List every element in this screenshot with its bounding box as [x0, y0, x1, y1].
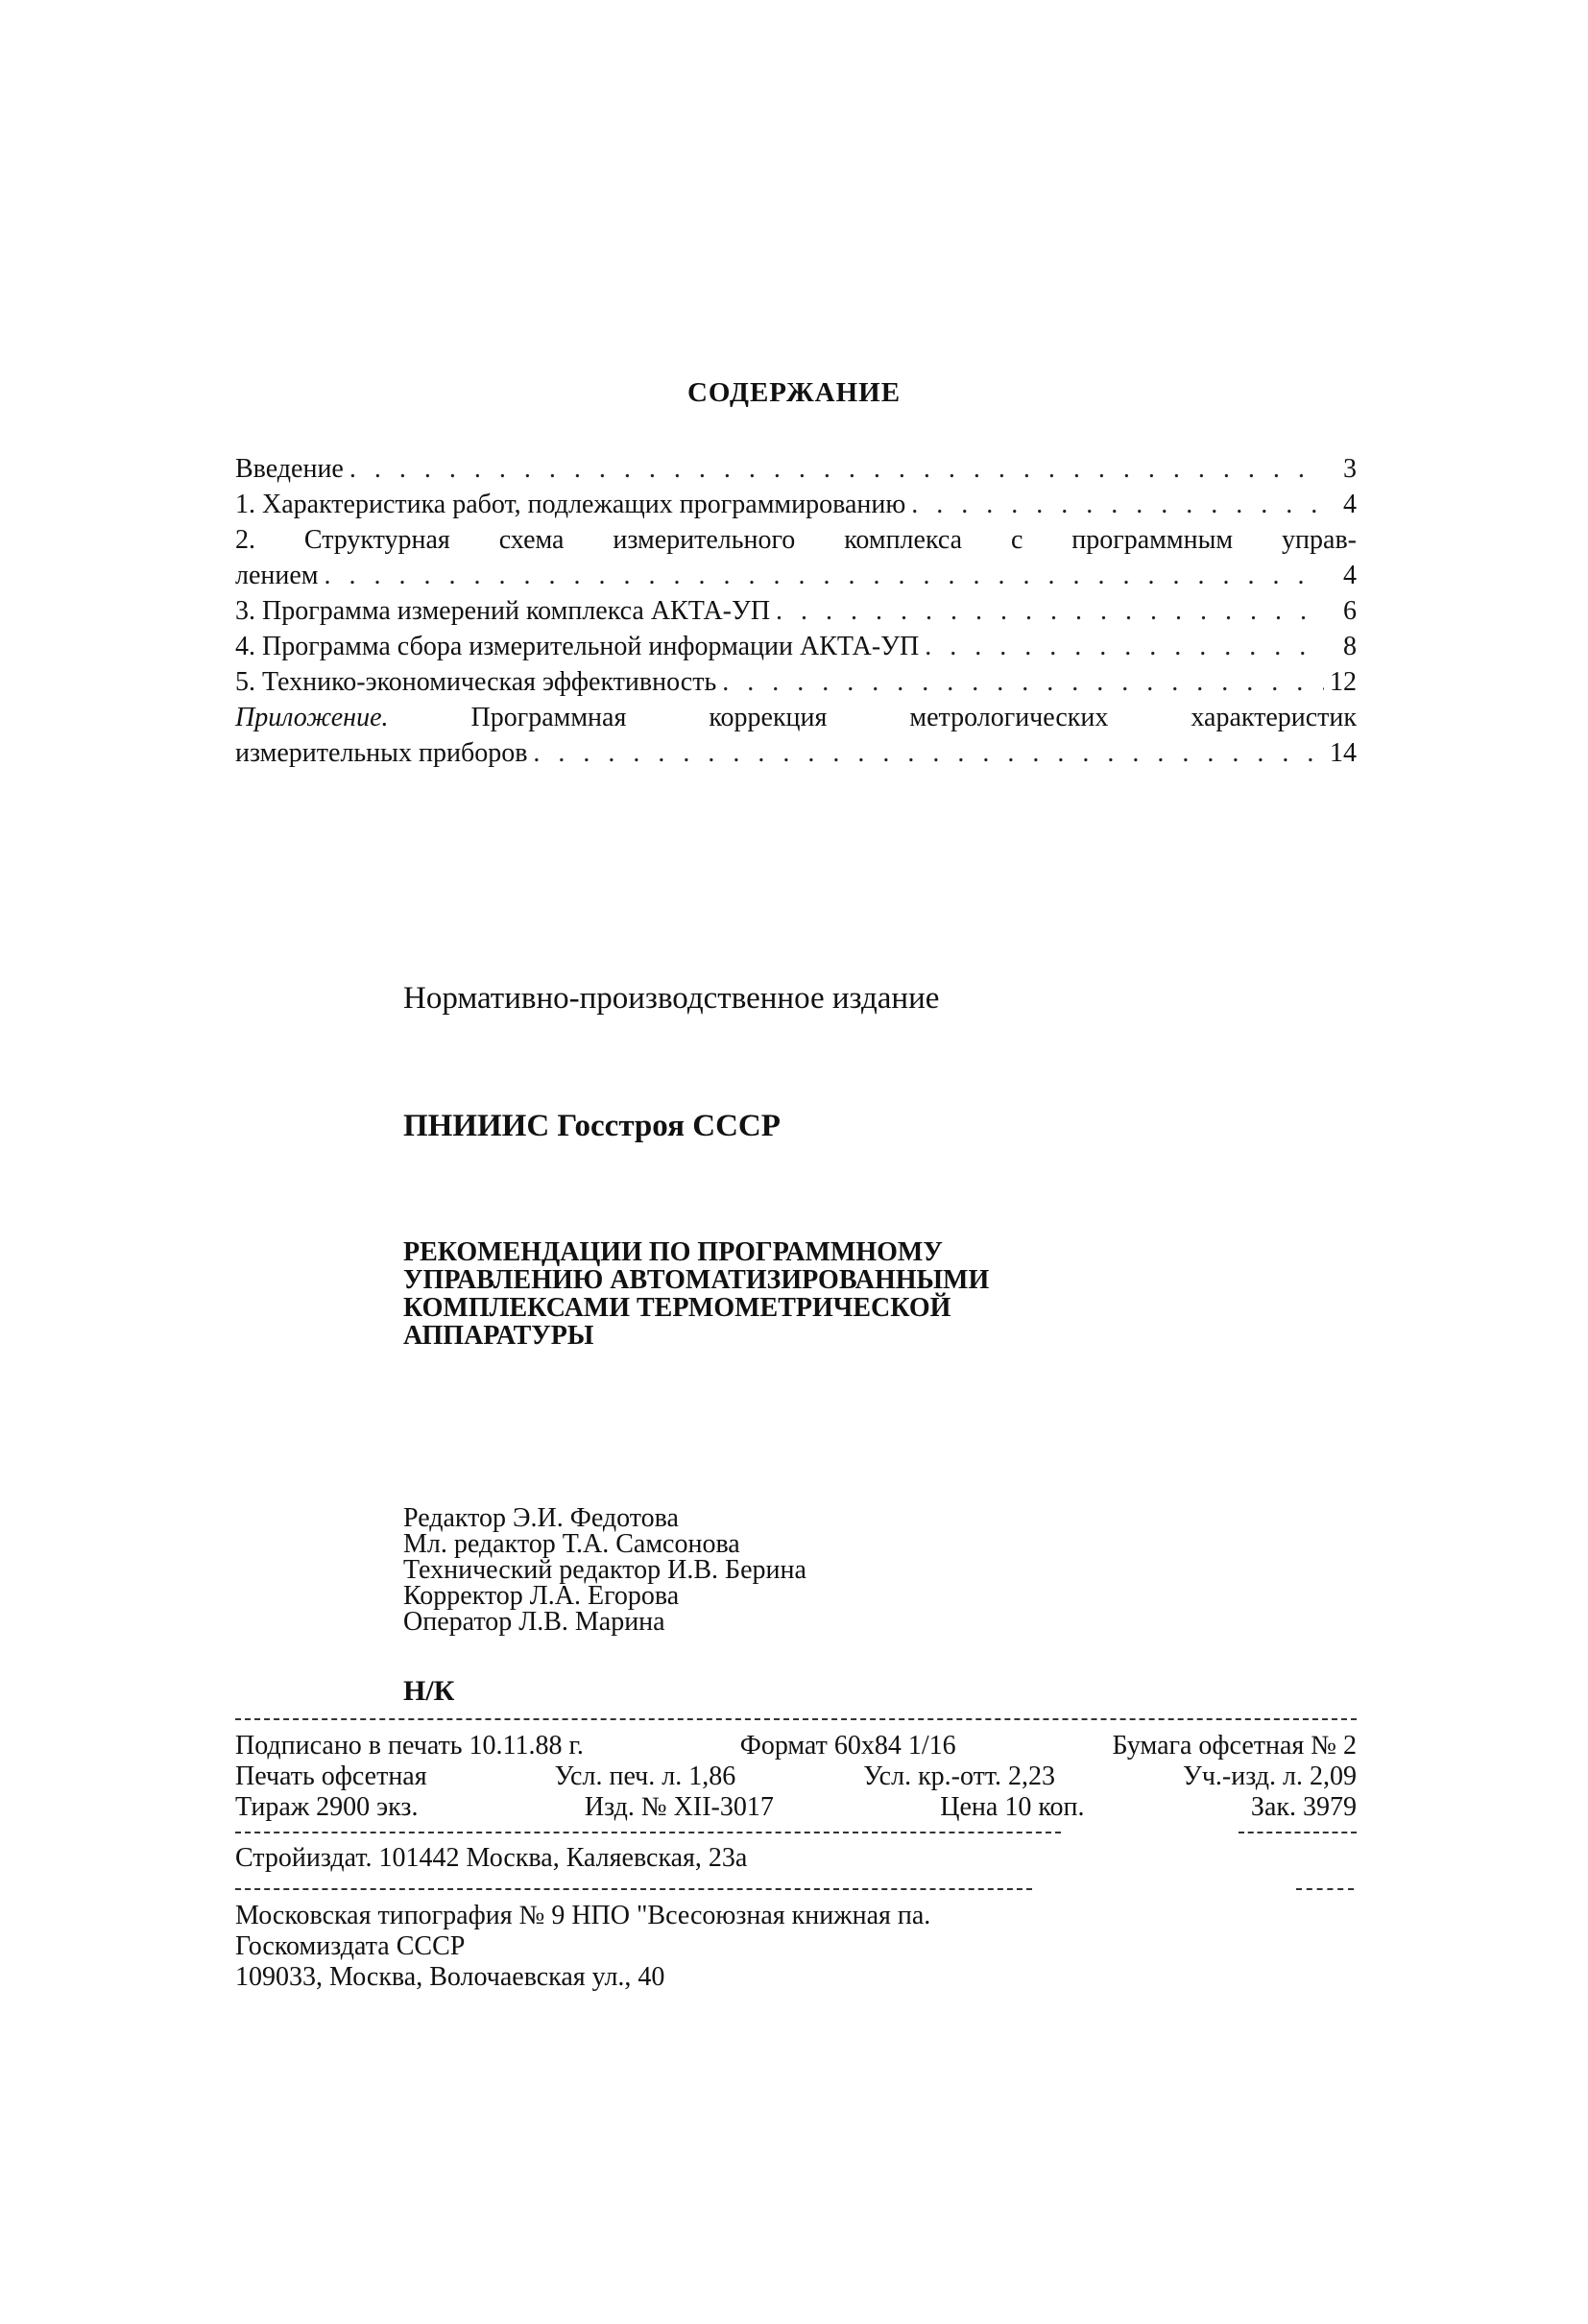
toc-item-page: 4 [1343, 490, 1357, 519]
print-details-row [235, 1731, 1357, 1761]
toc-item[interactable] [235, 487, 1357, 522]
toc-leader-dots [911, 487, 1324, 522]
credit-line: Мл. редактор Т.А. Самсонова [403, 1529, 740, 1559]
edition-type: Нормативно-производственное издание [403, 981, 940, 1016]
toc-item[interactable] [235, 451, 1357, 487]
nk-mark: Н/К [403, 1675, 455, 1707]
dashed-divider [1296, 1888, 1354, 1890]
print-detail: Печать офсетная [235, 1761, 427, 1791]
toc-item-label: 3. Программа измерений комплекса АКТА-УП [235, 596, 771, 626]
print-detail: Усл. печ. л. 1,86 [554, 1761, 736, 1791]
dashed-divider [235, 1718, 1357, 1720]
printer-line: 109033, Москва, Волочаевская ул., 40 [235, 1962, 665, 1992]
printer-line: Московская типография № 9 НПО "Всесоюзная книжная па. [235, 1901, 931, 1930]
toc-item-label: 5. Технико-экономическая эффективность [235, 667, 717, 697]
title-line: КОМПЛЕКСАМИ ТЕРМОМЕТРИЧЕСКОЙ [403, 1293, 951, 1323]
toc-title: СОДЕРЖАНИЕ [686, 377, 902, 408]
dashed-divider [1239, 1832, 1357, 1833]
print-detail: Цена 10 коп. [940, 1792, 1085, 1822]
toc-leader-dots [722, 664, 1324, 700]
title-line: АППАРАТУРЫ [403, 1321, 594, 1351]
toc-leader-dots [925, 629, 1324, 664]
organization-name: ПНИИИС Госстроя СССР [403, 1109, 781, 1143]
print-detail: Формат 60х84 1/16 [739, 1731, 956, 1761]
print-detail: Тираж 2900 экз. [235, 1792, 419, 1822]
dashed-divider [235, 1888, 1032, 1890]
printer-info [235, 1901, 930, 1993]
toc-item-page: 12 [1330, 667, 1357, 697]
credit-line: Оператор Л.В. Марина [403, 1607, 665, 1637]
print-detail: Изд. № XII-3017 [584, 1792, 774, 1822]
toc-item-label: Программная коррекция метрологических характеристик [470, 703, 1357, 732]
toc-item[interactable] [235, 593, 1357, 629]
print-details-row [235, 1761, 1357, 1792]
print-details-row [235, 1792, 1357, 1823]
printer-line: Госкомиздата СССР [235, 1931, 466, 1961]
credit-line: Технический редактор И.В. Берина [403, 1555, 806, 1585]
credit-line: Редактор Э.И. Федотова [403, 1503, 679, 1533]
credits [403, 1505, 806, 1635]
toc-item-label: 4. Программа сбора измерительной информации АКТА-УП [235, 632, 920, 661]
print-details [235, 1731, 1357, 1823]
print-detail: Бумага офсетная № 2 [1112, 1731, 1357, 1761]
print-detail: Уч.-изд. л. 2,09 [1183, 1761, 1357, 1791]
toc-item[interactable] [235, 629, 1357, 664]
toc-item-page: 8 [1343, 632, 1357, 661]
toc-item-label: 2. Структурная схема измерительного комплекса с программным управ- [235, 525, 1357, 555]
toc-item-page: 6 [1343, 596, 1357, 626]
dashed-divider [235, 1832, 1061, 1833]
print-detail: Зак. 3979 [1250, 1792, 1357, 1822]
toc-item-label-cont: лением [235, 561, 319, 590]
toc-item-label-prefix: Приложение. [235, 703, 389, 732]
toc-leader-dots [349, 451, 1324, 487]
print-detail: Усл. кр.-отт. 2,23 [863, 1761, 1056, 1791]
toc-item[interactable] [235, 700, 1357, 771]
toc-item-page: 4 [1343, 561, 1357, 590]
toc-item-page: 14 [1330, 738, 1357, 768]
toc-leader-dots [776, 593, 1324, 629]
toc-item[interactable] [235, 664, 1357, 700]
print-detail: Подписано в печать 10.11.88 г. [235, 1731, 584, 1761]
publisher-address: Стройиздат. 101442 Москва, Каляевская, 23а [235, 1843, 748, 1873]
toc-item[interactable] [235, 522, 1357, 593]
toc-leader-dots [325, 558, 1324, 593]
credit-line: Корректор Л.А. Егорова [403, 1581, 680, 1611]
toc-item-label: 1. Характеристика работ, подлежащих программированию [235, 490, 906, 519]
toc-item-label-cont: измерительных приборов [235, 738, 528, 768]
toc-item-label: Введение [235, 454, 344, 484]
toc-leader-dots [533, 735, 1324, 771]
title-line: УПРАВЛЕНИЮ АВТОМАТИЗИРОВАННЫМИ [403, 1265, 990, 1295]
table-of-contents [235, 451, 1357, 771]
document-title [403, 1238, 989, 1350]
toc-item-page: 3 [1343, 454, 1357, 484]
title-line: РЕКОМЕНДАЦИИ ПО ПРОГРАММНОМУ [403, 1237, 943, 1267]
